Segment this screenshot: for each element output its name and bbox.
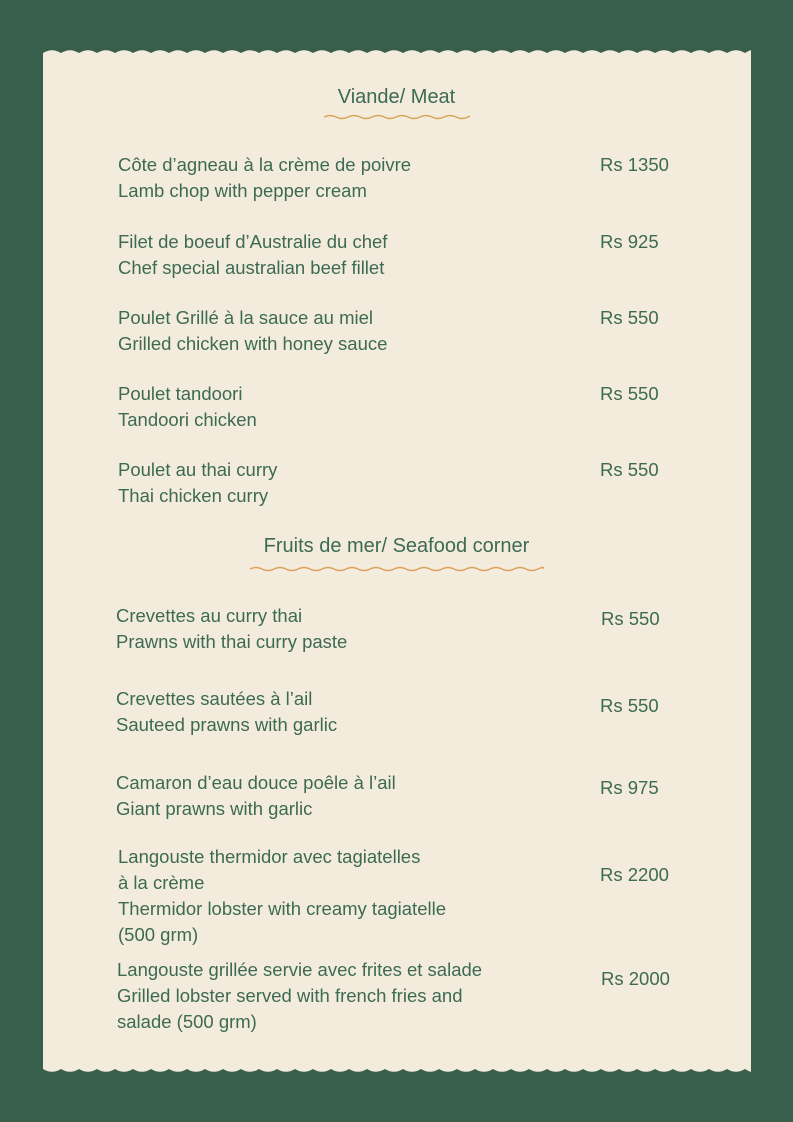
- item-name-en: Sauteed prawns with garlic: [116, 714, 338, 735]
- menu-item-garlic-prawns: [116, 686, 337, 738]
- item-price: Rs 1350: [600, 154, 669, 175]
- item-price: Rs 550: [600, 307, 659, 328]
- torn-edge-top: [43, 47, 751, 57]
- item-price: Rs 550: [601, 608, 660, 629]
- menu-item-lamb-chop: [118, 152, 411, 204]
- item-name-fr: Crevettes sautées à l’ail: [116, 688, 313, 709]
- item-name-en: Grilled lobster served with french fries and: [117, 985, 463, 1006]
- item-name-fr: Poulet Grillé à la sauce au miel: [118, 307, 374, 328]
- item-name-fr: Camaron d’eau douce poêle à l’ail: [116, 772, 396, 793]
- item-name-en: Thermidor lobster with creamy tagiatelle: [118, 898, 446, 919]
- title-underline-ornament: [250, 564, 544, 574]
- item-name-en: Giant prawns with garlic: [116, 798, 313, 819]
- item-price: Rs 2200: [600, 864, 669, 885]
- item-name-fr: Poulet tandoori: [118, 383, 243, 404]
- item-price: Rs 975: [600, 777, 659, 798]
- item-name-en-cont: salade (500 grm): [117, 1011, 257, 1032]
- menu-item-thai-curry-prawns: [116, 603, 347, 655]
- item-name-en: Tandoori chicken: [118, 409, 257, 430]
- item-name-fr: Langouste grillée servie avec frites et salade: [117, 959, 483, 980]
- menu-item-thai-chicken-curry: [118, 457, 277, 509]
- item-name-fr: Crevettes au curry thai: [116, 605, 303, 626]
- item-price: Rs 550: [600, 459, 659, 480]
- item-name-fr: Filet de boeuf d’Australie du chef: [118, 231, 388, 252]
- menu-item-lobster-thermidor: [118, 844, 446, 948]
- item-name-en: Prawns with thai curry paste: [116, 631, 348, 652]
- item-name-fr-cont: à la crème: [118, 872, 205, 893]
- title-underline-ornament: [324, 112, 470, 122]
- item-price: Rs 2000: [601, 968, 670, 989]
- item-name-fr: Côte d’agneau à la crème de poivre: [118, 154, 412, 175]
- item-name-en: Chef special australian beef fillet: [118, 257, 385, 278]
- menu-item-tandoori-chicken: [118, 381, 257, 433]
- menu-item-giant-prawns: [116, 770, 396, 822]
- section-title-seafood: Fruits de mer/ Seafood corner: [263, 535, 530, 557]
- item-name-en-cont: (500 grm): [118, 924, 199, 945]
- menu-item-grilled-chicken: [118, 305, 387, 357]
- item-name-fr: Poulet au thai curry: [118, 459, 278, 480]
- menu-item-beef-fillet: [118, 229, 387, 281]
- item-price: Rs 550: [600, 383, 659, 404]
- item-name-en: Grilled chicken with honey sauce: [118, 333, 388, 354]
- torn-edge-bottom: [43, 1065, 751, 1075]
- item-price: Rs 550: [600, 695, 659, 716]
- item-name-fr: Langouste thermidor avec tagiatelles: [118, 846, 421, 867]
- item-name-en: Lamb chop with pepper cream: [118, 180, 367, 201]
- item-price: Rs 925: [600, 231, 659, 252]
- section-title-meat: Viande/ Meat: [337, 86, 456, 108]
- menu-item-grilled-lobster: [117, 957, 482, 1035]
- item-name-en: Thai chicken curry: [118, 485, 269, 506]
